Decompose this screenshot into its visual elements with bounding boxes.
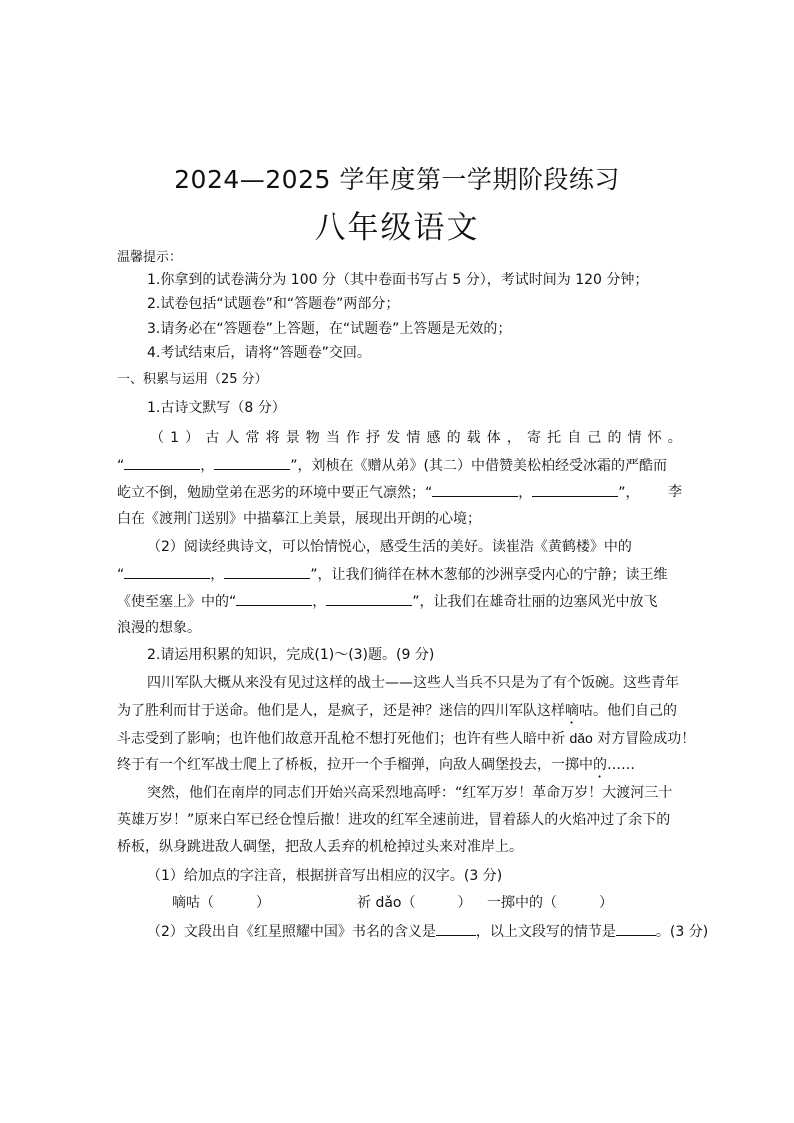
q1-part1-char: ， [506, 430, 521, 446]
q1-part1-char: 当 [325, 430, 340, 446]
q1-part1-line3: 屹立不倒，勉励堂弟在恶劣的环境中要正气凛然；“ ， ”， 李 [117, 484, 682, 501]
notice-item-3: 3.请务必在“答题卷”上答题，在“试题卷”上答题是无效的； [147, 321, 512, 337]
q1-part1-char: 托 [547, 430, 562, 446]
section-heading: 一、积累与运用（25 分） [117, 372, 268, 387]
q1-part1-char: 己 [587, 430, 602, 446]
q1-part1-char: 1 [170, 430, 180, 446]
q1-part1-line4: 白在《渡荆门送别》中描摹江上美景，展现出开朗的心境； [117, 511, 481, 527]
answer-blank[interactable] [616, 921, 656, 936]
q1-part1-char: 人 [225, 430, 240, 446]
passage-line: 终于有一个红军战士爬上了桥板，拉开一个手榴弹，向敌人碉堡投去，一掷中的…… [117, 757, 635, 773]
passage-line: 为了胜利而甘于送命。他们是人，是疯子，还是神？迷信的四川军队这样嘀咕。他们自己的 [117, 703, 677, 719]
q1-part1-char: 。 [667, 430, 682, 446]
q1-part2-line3: 《使至塞上》中的“ ， ”，让我们在雄奇壮丽的边塞风光中放飞 [117, 591, 682, 612]
q2-heading: 2.请运用积累的知识，完成(1)～(3)题。(9 分) [147, 647, 435, 663]
dotted-char: 嘀 [565, 703, 579, 719]
passage-line: 斗志受到了影响；也许他们故意开乱枪不想打死他们；也许有些人暗中祈 dǎo 对方冒险成功！ [117, 730, 696, 747]
q2-sub1-items [172, 893, 612, 913]
q1-part1-char: 感 [426, 430, 441, 446]
answer-blank[interactable] [124, 455, 200, 470]
answer-blank[interactable] [214, 455, 290, 470]
q1-part1-char: 情 [406, 430, 421, 446]
answer-blank[interactable] [436, 921, 476, 936]
q1-part1-char: 自 [567, 430, 582, 446]
pinyin-item-1[interactable]: 嘀咕（ ） [172, 895, 270, 911]
q1-part1-char: 情 [627, 430, 642, 446]
q1-part2-line2: “ ， ”，让我们徜徉在林木葱郁的沙洲享受内心的宁静；读王维 [117, 564, 682, 585]
dotted-char: 的 [593, 757, 607, 773]
passage-line: 桥板，纵身跳进敌人碉堡，把敌人丢弃的机枪掉过头来对准岸上。 [117, 839, 523, 855]
q1-part1-char: 物 [305, 430, 320, 446]
pinyin-item-3[interactable]: 一掷中的（ ） [487, 895, 613, 911]
q1-part1-char: 载 [466, 430, 481, 446]
q1-part1-char: 寄 [527, 430, 541, 446]
notice-label: 温馨提示： [117, 250, 183, 265]
passage-line: 英雄万岁！”原来白军已经仓惶后撤！进攻的红军全速前进，冒着舔人的火焰冲过了余下的 [117, 812, 671, 828]
q1-part1-char: ） [185, 430, 200, 446]
q1-part2-line1: （2）阅读经典诗文，可以怡情悦心，感受生活的美好。读崔浩《黄鹤楼》中的 [147, 539, 632, 555]
answer-blank[interactable] [432, 482, 518, 497]
q1-part1-char: 将 [265, 430, 280, 446]
q1-part1-char: 古 [205, 430, 220, 446]
q1-part1-char: 怀 [647, 430, 662, 446]
notice-item-2: 2.试卷包括“试题卷”和“答题卷”两部分； [147, 296, 400, 312]
q1-part1-char: 的 [446, 430, 461, 446]
answer-blank[interactable] [236, 591, 312, 606]
exam-subject: 八年级语文 [314, 210, 480, 246]
q1-part1-char: 发 [386, 430, 401, 446]
q1-part1-char: 的 [607, 430, 622, 446]
answer-blank[interactable] [124, 564, 210, 579]
q1-part1-line1 [150, 428, 682, 448]
q1-part1-char: 常 [245, 430, 260, 446]
q1-part1-char: 景 [285, 430, 300, 446]
q1-part1-char: （ [150, 430, 164, 446]
q1-heading: 1.古诗文默写（8 分） [147, 400, 286, 416]
passage-line: 四川军队大概从来没有见过这样的战士——这些人当兵不只是为了有个饭碗。这些青年 [147, 675, 679, 691]
q1-part1-char: 抒 [366, 430, 381, 446]
q1-part1-char: 体 [486, 430, 501, 446]
pinyin-item-2[interactable]: 祈 dǎo（ ） [357, 895, 472, 911]
q1-part1-char: 作 [346, 430, 361, 446]
notice-item-1: 1.你拿到的试卷满分为 100 分（其中卷面书写占 5 分），考试时间为 120 分钟； [147, 272, 649, 288]
notice-item-4: 4.考试结束后，请将“答题卷”交回。 [147, 345, 371, 361]
q1-part2-line4: 浪漫的想象。 [117, 620, 201, 636]
answer-blank[interactable] [224, 564, 310, 579]
answer-blank[interactable] [532, 482, 618, 497]
q2-sub1: （1）给加点的字注音，根据拼音写出相应的汉字。(3 分) [147, 868, 503, 884]
passage-line: 突然，他们在南岸的同志们开始兴高采烈地高呼：“红军万岁！革命万岁！大渡河三十 [147, 785, 673, 801]
q2-sub2: （2）文段出自《红星照耀中国》书名的含义是 ，以上文段写的情节是 。(3 分) [147, 921, 682, 942]
q1-part1-line2: “ ， ”，刘桢在《赠从弟》(其二）中借赞美松柏经受冰霜的严酷而 [117, 455, 682, 476]
exam-title: 2024—2025 学年度第一学期阶段练习 [174, 165, 620, 194]
answer-blank[interactable] [326, 591, 412, 606]
